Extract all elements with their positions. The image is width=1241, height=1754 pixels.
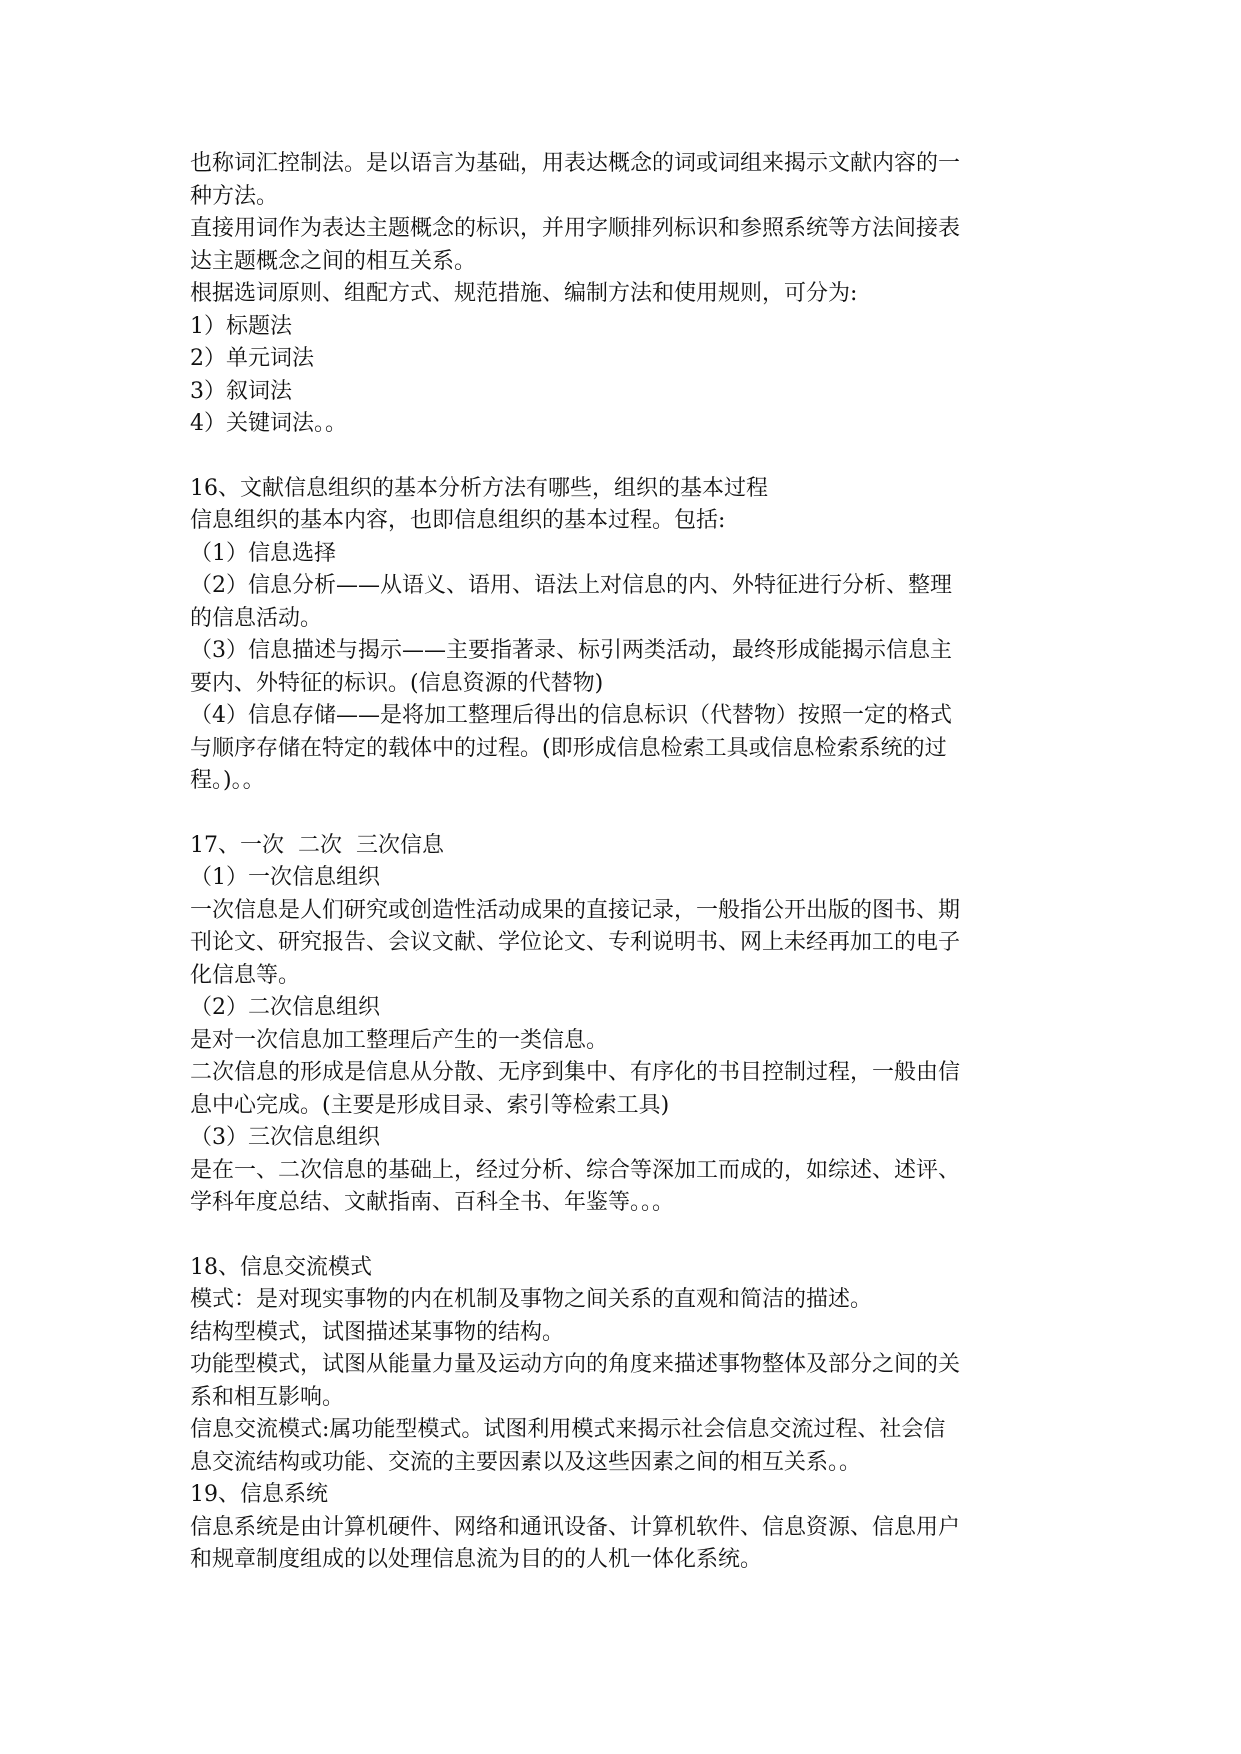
section-heading: 16、文献信息组织的基本分析方法有哪些，组织的基本过程 [190,475,768,501]
paragraph-gap [190,1220,1060,1252]
text-line: 的信息活动。 [190,605,323,631]
text-line: 息交流结构或功能、交流的主要因素以及这些因素之间的相互关系。。 [190,1449,862,1475]
paragraph-gap [190,798,1060,830]
text-line: 也称词汇控制法。是以语言为基础，用表达概念的词或词组来揭示文献内容的一 [190,151,961,176]
text-line: 系和相互影响。 [190,1384,345,1410]
text-line: 结构型模式，试图描述某事物的结构。 [190,1319,565,1345]
list-item: （1）一次信息组织 [190,865,380,890]
list-item: （2）信息分析——从语义、语用、语法上对信息的内、外特征进行分析、整理 [190,573,952,598]
section-16 [190,473,1060,798]
list-item: 4）关键词法。。 [190,411,347,436]
list-item: （2）二次信息组织 [190,995,380,1020]
section-heading: 17、一次 二次 三次信息 [190,832,444,858]
list-item: （4）信息存储——是将加工整理后得出的信息标识（代替物）按照一定的格式 [190,703,952,728]
text-line: 要内、外特征的标识。(信息资源的代替物) [190,670,604,696]
text-line: 是对一次信息加工整理后产生的一类信息。 [190,1027,609,1053]
list-item: （3）三次信息组织 [190,1125,380,1150]
text-line: 达主题概念之间的相互关系。 [190,248,477,274]
text-line: 和规章制度组成的以处理信息流为目的的人机一体化系统。 [190,1547,763,1572]
text-line: 刊论文、研究报告、会议文献、学位论文、专利说明书、网上未经再加工的电子 [190,930,961,955]
text-line: 功能型模式，试图从能量力量及运动方向的角度来描述事物整体及部分之间的关 [190,1352,961,1377]
list-item: 2）单元词法 [190,346,314,371]
document-page [190,148,1060,1577]
text-line: 根据选词原则、组配方式、规范措施、编制方法和使用规则，可分为: [190,281,858,306]
text-line: 模式：是对现实事物的内在机制及事物之间关系的直观和简洁的描述。 [190,1287,873,1312]
paragraph-block-1 [190,148,1060,441]
list-item: 3）叙词法 [190,378,292,404]
text-line: 一次信息是人们研究或创造性活动成果的直接记录，一般指公开出版的图书、期 [190,897,961,923]
section-18-19 [190,1252,1060,1577]
section-heading: 19、信息系统 [190,1482,328,1507]
list-item: 1）标题法 [190,313,292,339]
text-line: 化信息等。 [190,962,301,988]
text-line: 与顺序存储在特定的载体中的过程。(即形成信息检索工具或信息检索系统的过 [190,735,947,761]
text-line: 直接用词作为表达主题概念的标识，并用字顺排列标识和参照系统等方法间接表 [190,216,961,241]
text-line: 学科年度总结、文献指南、百科全书、年鉴等。。。 [190,1190,675,1215]
text-line: 信息系统是由计算机硬件、网络和通讯设备、计算机软件、信息资源、信息用户 [190,1514,961,1540]
text-line: 息中心完成。(主要是形成目录、索引等检索工具) [190,1092,670,1118]
text-line: 信息交流模式:属功能型模式。试图利用模式来揭示社会信息交流过程、社会信 [190,1417,946,1442]
section-17 [190,830,1060,1220]
text-line: 程。)。。 [190,768,265,793]
text-line: 是在一、二次信息的基础上，经过分析、综合等深加工而成的，如综述、述评、 [190,1157,961,1183]
text-line: 二次信息的形成是信息从分散、无序到集中、有序化的书目控制过程，一般由信 [190,1060,961,1085]
list-item: （3）信息描述与揭示——主要指著录、标引两类活动，最终形成能揭示信息主 [190,638,952,663]
text-line: 种方法。 [190,183,279,209]
paragraph-gap [190,441,1060,473]
section-heading: 18、信息交流模式 [190,1254,372,1280]
text-line: 信息组织的基本内容，也即信息组织的基本过程。包括: [190,508,726,533]
list-item: （1）信息选择 [190,540,336,566]
